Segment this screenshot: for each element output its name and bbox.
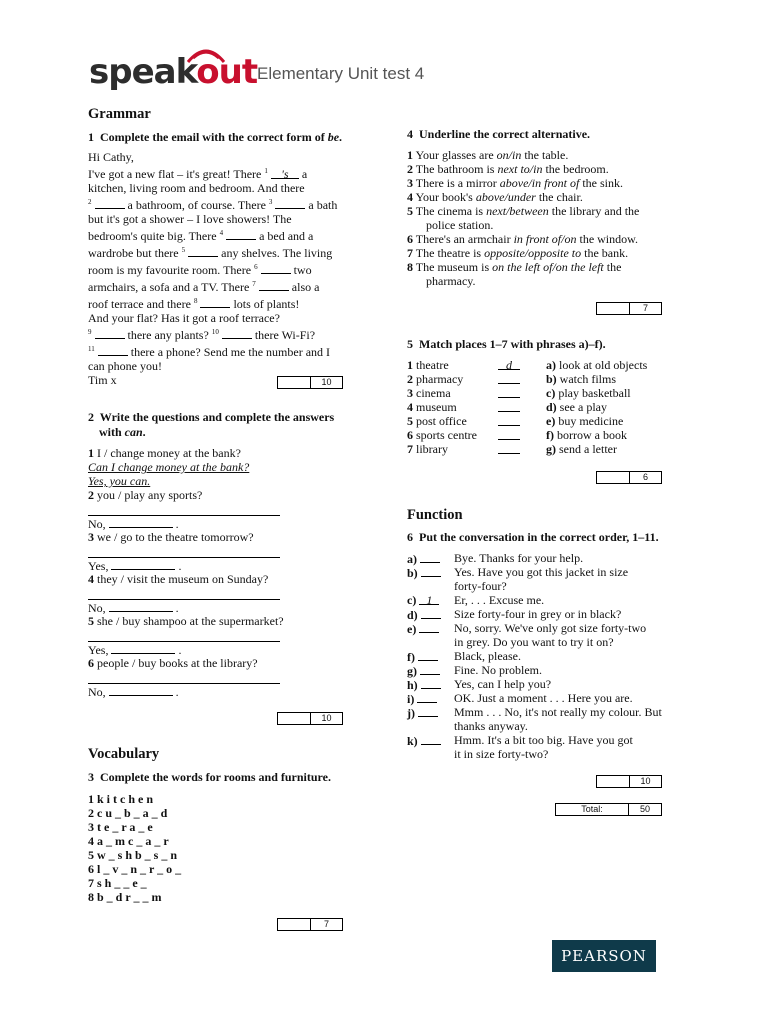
q6-score-box: 10 (596, 775, 662, 788)
q6-line-cont: it in size forty-two? (454, 747, 549, 761)
q5-row: 2 pharmacy b) watch films (407, 372, 616, 386)
q2-reply-4: No, . (88, 601, 179, 615)
q6-conversation (407, 551, 697, 761)
total-score-box (555, 803, 662, 816)
q6-answer-blank[interactable] (421, 677, 441, 689)
q5-phrase: play basketball (558, 386, 631, 400)
q4-alternative[interactable]: above/in front of (499, 176, 580, 190)
total-value: 50 (628, 804, 661, 815)
q4-alternative[interactable]: next to/in (497, 162, 543, 176)
q1-example-answer: 's (271, 167, 299, 179)
q6-answer-blank[interactable] (418, 649, 438, 661)
q4-score-box: 7 (596, 302, 662, 315)
q4-item: 8 The museum is on the left of/on the left the (407, 260, 622, 274)
q5-row: 1 theatre d a) look at old objects (407, 358, 648, 372)
q1-score-box: 10 (277, 376, 343, 389)
logo-out: out (196, 52, 258, 92)
q6-answer-blank[interactable] (421, 565, 441, 577)
q6-line: k) Hmm. It's a bit too big. Have you got (407, 733, 633, 748)
q3-example-word: k i t c h e n (97, 792, 154, 806)
q5-place: library (416, 442, 448, 456)
q2-example-question: Can I change money at the bank? (88, 460, 250, 474)
q1-email: Hi Cathy, I've got a new flat – it's great! There $^1$ 's a kitchen, living room and bedroom. And there $^2$ a bathroom, of course. There $^3$ a bath but it's got a shower – I love showers! The bedroom's quite big. There $^4$ a bed and a wardrobe but there $^5$ any shelves. The living room is my favourite room. There $^6$ two armchairs, a sofa and a TV. There $^7$ also a roof terrace and there $^8$ lots of plants! And your flat? Has it got a roof terrace? $^9$ there any plants? $^{10}$ there Wi-Fi? $^{11}$ there a phone? Send me the number and I can phone you! Tim x (88, 150, 338, 387)
test-title: Elementary Unit test 4 (257, 64, 425, 83)
q5-instruction: 5 Match places 1–7 with phrases a)–f). (407, 337, 606, 351)
q4-item: 5 The cinema is next/between the library and the (407, 204, 640, 218)
q6-line: i) OK. Just a moment . . . Here you are. (407, 691, 633, 706)
q4-alternative[interactable]: in front of/on (513, 232, 577, 246)
q5-row: 3 cinema c) play basketball (407, 386, 631, 400)
q4-alternative[interactable]: on the left of/on the left (492, 260, 604, 274)
q5-place: cinema (416, 386, 451, 400)
q5-row: 7 library g) send a letter (407, 442, 617, 456)
q6-line: e) No, sorry. We've only got size forty-two (407, 621, 647, 636)
q6-answer-blank[interactable] (417, 691, 437, 703)
q6-line: f) Black, please. (407, 649, 521, 664)
q4-item: 2 The bathroom is next to/in the bedroom. (407, 162, 609, 176)
q6-answer-blank[interactable] (421, 733, 441, 745)
q3-score-box: 7 (277, 918, 343, 931)
q4-item: 1 Your glasses are on/in the table. (407, 148, 569, 162)
q1-blank-10[interactable] (222, 327, 252, 339)
q5-place: pharmacy (416, 372, 464, 386)
q4-item: 6 There's an armchair in front of/on the window. (407, 232, 639, 246)
q5-phrase: watch films (559, 372, 616, 386)
q5-answer-blank[interactable] (498, 400, 520, 412)
q2-item-3: 3 we / go to the theatre tomorrow? (88, 530, 254, 544)
q5-place: theatre (416, 358, 449, 372)
total-label: Total: (581, 804, 603, 814)
q4-items (407, 148, 687, 288)
q2-item-2: 2 you / play any sports? (88, 488, 203, 502)
q4-item: 4 Your book's above/under the chair. (407, 190, 583, 204)
q1-blank-6[interactable] (261, 262, 291, 274)
q4-item: pharmacy. (426, 274, 476, 288)
q6-instruction: 6 Put the conversation in the correct order, 1–11. (407, 530, 659, 544)
q4-item: 7 The theatre is opposite/opposite to the bank. (407, 246, 629, 260)
q6-line-cont: thanks anyway. (454, 719, 528, 733)
q6-line: d) Size forty-four in grey or in black? (407, 607, 622, 622)
q1-blank-7[interactable] (259, 279, 289, 291)
q1-blank-2[interactable] (95, 197, 125, 209)
q1-blank-3[interactable] (275, 197, 305, 209)
grammar-heading: Grammar (88, 106, 151, 122)
q5-row: 4 museum d) see a play (407, 400, 607, 414)
q5-phrase: buy medicine (558, 414, 624, 428)
logo-speak: speak (89, 52, 197, 92)
q6-line: g) Fine. No problem. (407, 663, 542, 678)
vocabulary-heading: Vocabulary (88, 746, 160, 762)
q2-score-box: 10 (277, 712, 343, 725)
q6-line-cont: in grey. Do you want to try it on? (454, 635, 614, 649)
q5-answer-blank[interactable] (498, 428, 520, 440)
q3-instruction: 3 Complete the words for rooms and furniture. (88, 770, 331, 784)
q2-reply-2: No, . (88, 517, 179, 531)
q1-blank-4[interactable] (226, 228, 256, 240)
q6-line: c) 1 Er, . . . Excuse me. (407, 593, 545, 607)
q1-blank-5[interactable] (188, 245, 218, 257)
q6-answer-blank[interactable] (419, 621, 439, 633)
q3-word-list: 1 k i t c h e n 2 c u _ b _ a _ d 3 t e _ r a _ e 4 a _ m c _ a _ r 5 w _ s h b _ s _ n 6 l _ v _ n _ r _ o _ 7 s h _ _ e _ 8 b _ d r _ _ m (88, 792, 182, 904)
q2-example-answer: Yes, you can. (88, 474, 151, 488)
q2-reply-5: Yes, . (88, 643, 182, 657)
function-heading: Function (407, 507, 463, 523)
q5-matching (407, 358, 687, 456)
q2-item-5: 5 she / buy shampoo at the supermarket? (88, 614, 284, 628)
q1-blank-11[interactable] (98, 344, 128, 356)
q5-answer-blank[interactable] (498, 414, 520, 426)
q5-place: post office (416, 414, 467, 428)
q2-item-6: 6 people / buy books at the library? (88, 656, 258, 670)
q5-row: 6 sports centre f) borrow a book (407, 428, 627, 442)
q4-alternative[interactable]: next/between (486, 204, 549, 218)
q4-alternative[interactable]: opposite/opposite to (484, 246, 582, 260)
pearson-logo: PEARSON (552, 940, 656, 972)
q1-blank-8[interactable] (200, 296, 230, 308)
q5-phrase: see a play (559, 400, 607, 414)
q5-answer-blank[interactable] (498, 442, 520, 454)
q5-phrase: send a letter (559, 442, 617, 456)
q5-phrase: borrow a book (557, 428, 627, 442)
q4-item: police station. (426, 218, 494, 232)
q6-answer-blank[interactable] (420, 663, 440, 675)
q6-answer-blank[interactable] (418, 705, 438, 717)
q5-row: 5 post office e) buy medicine (407, 414, 624, 428)
q4-alternative[interactable]: above/under (475, 190, 536, 204)
q6-answer-blank[interactable] (420, 551, 440, 563)
q6-example-answer: 1 (419, 593, 439, 605)
q6-answer-blank[interactable] (421, 607, 441, 619)
q6-line-cont: forty-four? (454, 579, 507, 593)
q5-place: museum (416, 400, 457, 414)
q2-instruction: 2 Write the questions and complete the answers with can. (88, 410, 335, 439)
q2-reply-3: Yes, . (88, 559, 182, 573)
q5-score-box: 6 (596, 471, 662, 484)
q2-item-1: 1 I / change money at the bank? (88, 446, 241, 460)
q5-answer-blank[interactable] (498, 386, 520, 398)
q1-instruction: 1 Complete the email with the correct form of be. (88, 130, 343, 144)
q5-phrase: look at old objects (559, 358, 648, 372)
q4-alternative[interactable]: on/in (496, 148, 522, 162)
q5-example-answer: d (498, 358, 520, 370)
q6-line: b) Yes. Have you got this jacket in size (407, 565, 629, 580)
q1-blank-9[interactable] (95, 327, 125, 339)
q6-line: h) Yes, can I help you? (407, 677, 552, 692)
q6-line: j) Mmm . . . No, it's not really my colour. But (407, 705, 662, 720)
q5-answer-blank[interactable] (498, 372, 520, 384)
q2-item-4: 4 they / visit the museum on Sunday? (88, 572, 269, 586)
q4-item: 3 There is a mirror above/in front of the sink. (407, 176, 623, 190)
q4-instruction: 4 Underline the correct alternative. (407, 127, 591, 141)
q5-place: sports centre (416, 428, 477, 442)
q2-reply-6: No, . (88, 685, 179, 699)
q6-line: a) Bye. Thanks for your help. (407, 551, 584, 566)
